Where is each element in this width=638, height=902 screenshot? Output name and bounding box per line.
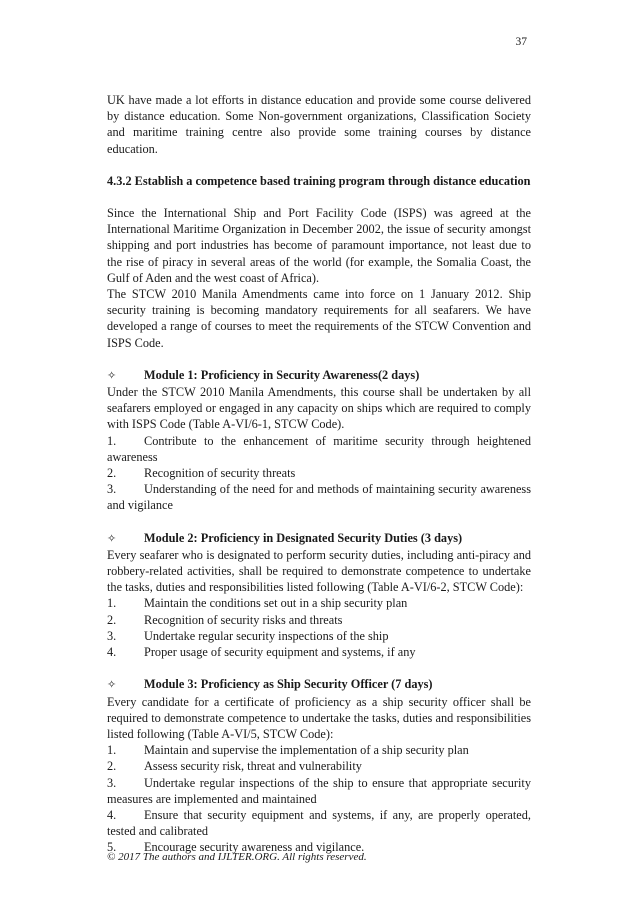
item-number: 5. [107,840,117,855]
item-number: 2. [107,466,117,481]
item-text: Recognition of security risks and threats [144,612,343,627]
list-item [107,807,531,839]
item-text: Encourage security awareness and vigilance. [144,840,365,855]
module-3-heading [107,676,531,693]
item-number: 1. [107,433,117,448]
item-text: Undertake regular inspections of the ship to ensure that appropriate security measures are implemented and maintained [107,775,531,806]
list-item [107,612,531,628]
item-number: 2. [107,612,117,627]
page-number: 37 [515,36,527,48]
paragraph-stcw: The STCW 2010 Manila Amendments came into force on 1 January 2012. Ship security training is becoming mandatory requirements for all seafarers. We have developed a range of courses to meet the requirements of the STCW Convention and ISPS Code. [107,287,531,350]
list-item [107,644,531,660]
list-item [107,742,531,758]
item-number: 1. [107,596,117,611]
paragraph-isps: Since the International Ship and Port Facility Code (ISPS) was agreed at the International Maritime Organization in December 2002, the issue of security amongst shipping and port industries has become of paramount importance, not least due to the rise of piracy in several areas of the world (for example, the Somalia Coast, the Gulf of Aden and the west coast of Africa). [107,206,531,285]
item-text: Maintain the conditions set out in a ship security plan [144,596,408,611]
item-number: 3. [107,775,117,790]
document-body [107,92,531,856]
list-item [107,481,531,513]
item-text: Undertake regular security inspections of the ship [144,628,389,643]
item-number: 4. [107,645,117,660]
bullet-star-icon: ✧ [107,532,117,545]
item-text: Assess security risk, threat and vulnerability [144,759,362,774]
module-2-title: Module 2: Proficiency in Designated Security Duties (3 days) [144,530,463,545]
item-number: 3. [107,482,117,497]
module-3-title: Module 3: Proficiency as Ship Security Officer (7 days) [144,677,433,692]
list-item [107,595,531,611]
module-1-heading [107,367,531,384]
item-number: 2. [107,759,117,774]
list-item [107,758,531,774]
bullet-star-icon: ✧ [107,369,117,382]
module-1-title: Module 1: Proficiency in Security Awareness(2 days) [144,367,420,382]
item-text: Ensure that security equipment and systems, if any, are properly operated, tested and calibrated [107,807,531,839]
module-2-heading [107,530,531,547]
item-number: 1. [107,743,117,758]
module-3-text: Every candidate for a certificate of proficiency as a ship security officer shall be required to demonstrate competence to undertake the tasks, duties and responsibilities listed following (Table A-VI/5, STCW Code): [107,694,531,741]
item-number: 3. [107,628,117,643]
list-item [107,628,531,644]
list-item [107,775,531,807]
section-heading: 4.3.2 Establish a competence based training program through distance education [107,173,531,188]
item-text: Understanding of the need for and methods of maintaining security awareness and vigilance [107,482,531,513]
module-2-text: Every seafarer who is designated to perform security duties, including anti-piracy and robbery-related activities, shall be required to demonstrate competence to undertake the tasks, duties and responsibilities listed following (Table A-VI/6-2, STCW Code): [107,547,531,595]
list-item [107,465,531,481]
item-number: 4. [107,807,117,822]
module-1-text: Under the STCW 2010 Manila Amendments, this course shall be undertaken by all seafarers employed or engaged in any capacity on ships which are required to comply with ISPS Code (Table A-VI/6-1, STCW Code). [107,385,531,432]
list-item [107,433,531,465]
item-text: Proper usage of security equipment and systems, if any [144,645,416,660]
item-text: Maintain and supervise the implementation of a ship security plan [144,743,469,758]
copyright-footer: © 2017 The authors and IJLTER.ORG. All rights reserved. [107,851,367,863]
intro-paragraph: UK have made a lot efforts in distance education and provide some course delivered by distance education. Some Non-government organizations, Classification Society and maritime training centre also provide some training courses by distance education. [107,93,531,156]
bullet-star-icon: ✧ [107,679,117,692]
item-text: Recognition of security threats [144,466,296,481]
item-text: Contribute to the enhancement of maritime security through heightened awareness [107,433,531,464]
